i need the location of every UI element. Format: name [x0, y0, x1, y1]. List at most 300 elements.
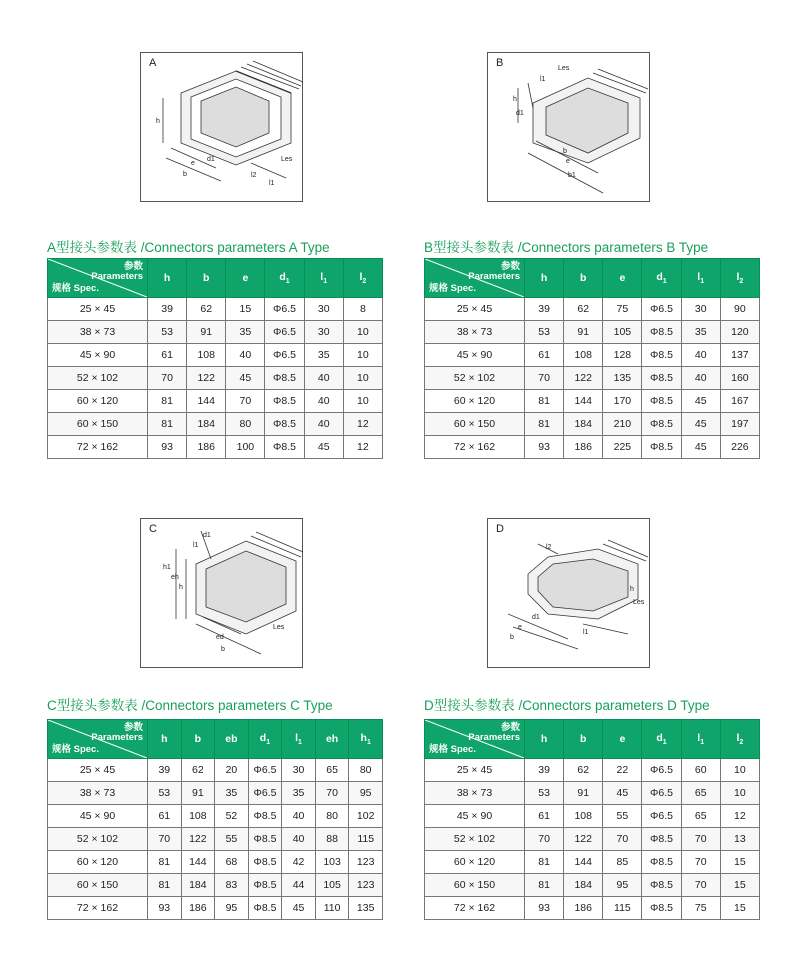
value-cell: 91: [181, 782, 215, 805]
table-row: [48, 782, 383, 805]
spec-cell: 72 × 162: [425, 436, 525, 459]
table-row: [425, 805, 760, 828]
value-cell: 44: [282, 874, 316, 897]
value-cell: 10: [720, 782, 759, 805]
value-cell: 40: [304, 413, 343, 436]
connector-a-drawing: [141, 53, 304, 203]
spec-cell: 38 × 73: [425, 782, 525, 805]
spec-cell: 52 × 102: [48, 367, 148, 390]
value-cell: 45: [681, 413, 720, 436]
connector-c-drawing: [141, 519, 304, 669]
value-cell: 55: [603, 805, 642, 828]
value-cell: 61: [525, 805, 564, 828]
table-row: [48, 436, 383, 459]
col-h: h: [525, 720, 564, 759]
value-cell: 81: [148, 874, 182, 897]
value-cell: Φ8.5: [248, 828, 282, 851]
table-row: [48, 897, 383, 920]
spec-cell: 60 × 120: [48, 851, 148, 874]
value-cell: 85: [603, 851, 642, 874]
connector-table-c: [47, 719, 383, 920]
table-row: [48, 321, 383, 344]
value-cell: 15: [720, 897, 759, 920]
value-cell: 61: [525, 344, 564, 367]
col-h: h: [148, 259, 187, 298]
svg-text:Les: Les: [281, 156, 293, 163]
value-cell: Φ8.5: [248, 805, 282, 828]
value-cell: 102: [349, 805, 383, 828]
value-cell: 40: [282, 805, 316, 828]
value-cell: 8: [343, 298, 382, 321]
value-cell: 100: [226, 436, 265, 459]
value-cell: 123: [349, 874, 383, 897]
col-h: h: [148, 720, 182, 759]
svg-text:e: e: [518, 624, 522, 631]
value-cell: 15: [226, 298, 265, 321]
col-l1: $l_1$: [681, 259, 720, 298]
value-cell: 105: [603, 321, 642, 344]
svg-text:l1: l1: [193, 542, 199, 549]
table-row: [48, 805, 383, 828]
value-cell: 105: [315, 874, 349, 897]
value-cell: 40: [304, 367, 343, 390]
value-cell: 10: [343, 367, 382, 390]
col-l1: $l_1$: [681, 720, 720, 759]
value-cell: 135: [349, 897, 383, 920]
value-cell: Φ6.5: [265, 298, 304, 321]
value-cell: Φ8.5: [642, 851, 681, 874]
spec-cell: 38 × 73: [48, 321, 148, 344]
value-cell: 65: [681, 782, 720, 805]
value-cell: 53: [148, 321, 187, 344]
col-e: e: [603, 259, 642, 298]
svg-text:b: b: [563, 148, 567, 155]
value-cell: 20: [215, 759, 249, 782]
svg-text:eh: eh: [171, 574, 179, 581]
header-corner: 参数 Parameters 规格 Spec.: [425, 720, 525, 759]
value-cell: 144: [187, 390, 226, 413]
spec-cell: 25 × 45: [425, 759, 525, 782]
table-header-row: [425, 259, 760, 298]
value-cell: 35: [215, 782, 249, 805]
col-d1: $d_1$: [642, 259, 681, 298]
svg-text:l1: l1: [540, 76, 546, 83]
value-cell: 144: [564, 851, 603, 874]
value-cell: 40: [681, 344, 720, 367]
value-cell: 93: [525, 897, 564, 920]
value-cell: 65: [315, 759, 349, 782]
value-cell: 226: [720, 436, 759, 459]
value-cell: 91: [187, 321, 226, 344]
value-cell: 81: [525, 851, 564, 874]
value-cell: 70: [681, 851, 720, 874]
value-cell: 122: [564, 828, 603, 851]
table-header-row: [48, 720, 383, 759]
svg-text:b1: b1: [568, 172, 576, 179]
value-cell: 35: [681, 321, 720, 344]
value-cell: 30: [681, 298, 720, 321]
svg-text:b: b: [510, 634, 514, 641]
value-cell: 60: [681, 759, 720, 782]
value-cell: Φ8.5: [642, 321, 681, 344]
value-cell: 184: [564, 874, 603, 897]
spec-cell: 60 × 120: [425, 851, 525, 874]
value-cell: 45: [681, 390, 720, 413]
connector-b-drawing: [488, 53, 651, 203]
value-cell: Φ8.5: [265, 436, 304, 459]
connector-d-drawing: [488, 519, 651, 669]
value-cell: Φ6.5: [248, 782, 282, 805]
value-cell: 39: [525, 298, 564, 321]
svg-text:l1: l1: [269, 180, 275, 187]
table-body: [425, 759, 760, 920]
connector-table-b: [424, 258, 760, 459]
value-cell: 70: [148, 367, 187, 390]
value-cell: 108: [181, 805, 215, 828]
col-h: h: [525, 259, 564, 298]
svg-text:d1: d1: [516, 110, 524, 117]
value-cell: 15: [720, 851, 759, 874]
figure-letter: D: [496, 523, 504, 535]
svg-text:Les: Les: [273, 624, 285, 631]
value-cell: Φ8.5: [642, 413, 681, 436]
value-cell: 30: [304, 298, 343, 321]
value-cell: 70: [525, 367, 564, 390]
value-cell: 184: [187, 413, 226, 436]
value-cell: 40: [304, 390, 343, 413]
col-h1: $h_1$: [349, 720, 383, 759]
svg-text:l1: l1: [583, 629, 589, 636]
value-cell: 90: [720, 298, 759, 321]
table-row: [425, 828, 760, 851]
value-cell: 70: [681, 874, 720, 897]
spec-cell: 72 × 162: [48, 436, 148, 459]
col-l1: $l_1$: [282, 720, 316, 759]
value-cell: 186: [187, 436, 226, 459]
col-b: b: [181, 720, 215, 759]
svg-text:e: e: [566, 158, 570, 165]
table-c-title: C型接头参数表 /Connectors parameters C Type: [47, 698, 333, 713]
col-eh: eh: [315, 720, 349, 759]
value-cell: 122: [564, 367, 603, 390]
value-cell: 81: [148, 851, 182, 874]
table-row: [425, 298, 760, 321]
value-cell: 13: [720, 828, 759, 851]
value-cell: 108: [564, 344, 603, 367]
value-cell: 167: [720, 390, 759, 413]
value-cell: 61: [148, 805, 182, 828]
value-cell: 88: [315, 828, 349, 851]
value-cell: 35: [304, 344, 343, 367]
value-cell: 42: [282, 851, 316, 874]
figure-letter: C: [149, 523, 157, 535]
svg-text:l2: l2: [546, 544, 552, 551]
svg-text:d1: d1: [532, 614, 540, 621]
value-cell: 39: [148, 759, 182, 782]
value-cell: 197: [720, 413, 759, 436]
value-cell: 110: [315, 897, 349, 920]
table-row: [425, 367, 760, 390]
col-l2: $l_2$: [343, 259, 382, 298]
value-cell: 22: [603, 759, 642, 782]
value-cell: 39: [148, 298, 187, 321]
svg-text:Les: Les: [558, 65, 570, 72]
value-cell: 93: [525, 436, 564, 459]
spec-cell: 60 × 150: [425, 874, 525, 897]
col-eb: eb: [215, 720, 249, 759]
table-row: [425, 321, 760, 344]
value-cell: 70: [148, 828, 182, 851]
svg-text:b: b: [221, 646, 225, 653]
table-body: [425, 298, 760, 459]
value-cell: 53: [148, 782, 182, 805]
value-cell: Φ6.5: [248, 759, 282, 782]
value-cell: 70: [525, 828, 564, 851]
col-d1: $d_1$: [265, 259, 304, 298]
value-cell: 61: [148, 344, 187, 367]
value-cell: Φ8.5: [642, 390, 681, 413]
table-row: [425, 413, 760, 436]
figure-a: [140, 52, 303, 202]
value-cell: 95: [349, 782, 383, 805]
spec-cell: 38 × 73: [48, 782, 148, 805]
col-l2: $l_2$: [720, 720, 759, 759]
value-cell: 225: [603, 436, 642, 459]
value-cell: Φ8.5: [642, 828, 681, 851]
table-row: [48, 851, 383, 874]
value-cell: 80: [226, 413, 265, 436]
value-cell: Φ6.5: [265, 344, 304, 367]
value-cell: 68: [215, 851, 249, 874]
value-cell: 120: [720, 321, 759, 344]
value-cell: 30: [282, 759, 316, 782]
value-cell: 103: [315, 851, 349, 874]
spec-cell: 60 × 150: [425, 413, 525, 436]
value-cell: 70: [681, 828, 720, 851]
value-cell: 55: [215, 828, 249, 851]
value-cell: 144: [564, 390, 603, 413]
spec-cell: 52 × 102: [425, 367, 525, 390]
value-cell: 45: [681, 436, 720, 459]
table-row: [48, 874, 383, 897]
spec-cell: 45 × 90: [425, 344, 525, 367]
value-cell: 123: [349, 851, 383, 874]
figure-letter: A: [149, 57, 157, 69]
table-row: [48, 413, 383, 436]
value-cell: 83: [215, 874, 249, 897]
value-cell: 93: [148, 436, 187, 459]
table-row: [425, 874, 760, 897]
figure-d: [487, 518, 650, 668]
svg-text:e: e: [191, 160, 195, 167]
value-cell: 184: [564, 413, 603, 436]
table-row: [425, 436, 760, 459]
value-cell: 15: [720, 874, 759, 897]
value-cell: 45: [304, 436, 343, 459]
col-d1: $d_1$: [642, 720, 681, 759]
table-row: [48, 367, 383, 390]
value-cell: 10: [720, 759, 759, 782]
value-cell: 45: [226, 367, 265, 390]
table-body: [48, 759, 383, 920]
table-row: [425, 851, 760, 874]
value-cell: 53: [525, 782, 564, 805]
value-cell: 81: [525, 874, 564, 897]
value-cell: Φ8.5: [265, 367, 304, 390]
value-cell: 62: [187, 298, 226, 321]
figure-c: [140, 518, 303, 668]
value-cell: 135: [603, 367, 642, 390]
spec-cell: 45 × 90: [48, 805, 148, 828]
value-cell: 10: [343, 344, 382, 367]
spec-cell: 52 × 102: [48, 828, 148, 851]
svg-text:h: h: [156, 118, 160, 125]
figure-letter: B: [496, 57, 504, 69]
value-cell: 170: [603, 390, 642, 413]
svg-text:ed: ed: [216, 634, 224, 641]
value-cell: 115: [603, 897, 642, 920]
table-row: [425, 759, 760, 782]
value-cell: 30: [304, 321, 343, 344]
value-cell: 12: [343, 413, 382, 436]
value-cell: 91: [564, 782, 603, 805]
value-cell: 39: [525, 759, 564, 782]
value-cell: 91: [564, 321, 603, 344]
value-cell: 128: [603, 344, 642, 367]
svg-text:h: h: [630, 586, 634, 593]
svg-text:d1: d1: [207, 156, 215, 163]
value-cell: 108: [564, 805, 603, 828]
spec-cell: 25 × 45: [425, 298, 525, 321]
value-cell: 144: [181, 851, 215, 874]
value-cell: Φ6.5: [642, 759, 681, 782]
value-cell: 75: [681, 897, 720, 920]
table-row: [425, 782, 760, 805]
col-l2: $l_2$: [720, 259, 759, 298]
value-cell: 52: [215, 805, 249, 828]
value-cell: Φ8.5: [642, 367, 681, 390]
value-cell: 10: [343, 390, 382, 413]
header-corner: 参数 Parameters 规格 Spec.: [48, 720, 148, 759]
svg-text:Les: Les: [633, 599, 645, 606]
value-cell: 115: [349, 828, 383, 851]
table-a-title: A型接头参数表 /Connectors parameters A Type: [47, 240, 330, 255]
value-cell: Φ8.5: [248, 874, 282, 897]
table-d-title: D型接头参数表 /Connectors parameters D Type: [424, 698, 710, 713]
value-cell: 160: [720, 367, 759, 390]
table-row: [48, 828, 383, 851]
value-cell: 12: [720, 805, 759, 828]
value-cell: 122: [187, 367, 226, 390]
spec-cell: 60 × 120: [48, 390, 148, 413]
value-cell: 35: [226, 321, 265, 344]
value-cell: Φ8.5: [642, 436, 681, 459]
header-corner: 参数 Parameters 规格 Spec.: [425, 259, 525, 298]
svg-text:h1: h1: [163, 564, 171, 571]
col-b: b: [564, 720, 603, 759]
col-b: b: [564, 259, 603, 298]
value-cell: Φ8.5: [265, 413, 304, 436]
value-cell: 62: [564, 298, 603, 321]
value-cell: 80: [349, 759, 383, 782]
value-cell: 10: [343, 321, 382, 344]
spec-cell: 72 × 162: [425, 897, 525, 920]
value-cell: 186: [564, 436, 603, 459]
value-cell: 184: [181, 874, 215, 897]
table-body: [48, 298, 383, 459]
spec-cell: 60 × 150: [48, 874, 148, 897]
table-row: [48, 759, 383, 782]
value-cell: 53: [525, 321, 564, 344]
value-cell: 186: [181, 897, 215, 920]
value-cell: 45: [282, 897, 316, 920]
svg-text:l2: l2: [251, 172, 257, 179]
connector-table-d: [424, 719, 760, 920]
col-e: e: [603, 720, 642, 759]
value-cell: 45: [603, 782, 642, 805]
svg-text:h: h: [513, 96, 517, 103]
table-b-title: B型接头参数表 /Connectors parameters B Type: [424, 240, 709, 255]
table-row: [48, 344, 383, 367]
table-row: [425, 897, 760, 920]
value-cell: 40: [282, 828, 316, 851]
col-d1: $d_1$: [248, 720, 282, 759]
value-cell: 80: [315, 805, 349, 828]
table-row: [48, 298, 383, 321]
value-cell: Φ6.5: [642, 805, 681, 828]
value-cell: Φ8.5: [642, 897, 681, 920]
col-e: e: [226, 259, 265, 298]
value-cell: 122: [181, 828, 215, 851]
spec-cell: 60 × 120: [425, 390, 525, 413]
value-cell: 95: [215, 897, 249, 920]
value-cell: Φ8.5: [642, 344, 681, 367]
svg-text:b: b: [183, 171, 187, 178]
spec-cell: 38 × 73: [425, 321, 525, 344]
spec-cell: 25 × 45: [48, 298, 148, 321]
spec-cell: 45 × 90: [48, 344, 148, 367]
svg-text:d1: d1: [203, 532, 211, 539]
value-cell: 81: [148, 413, 187, 436]
spec-cell: 72 × 162: [48, 897, 148, 920]
connector-table-a: [47, 258, 383, 459]
svg-text:h: h: [179, 584, 183, 591]
value-cell: 70: [226, 390, 265, 413]
value-cell: 137: [720, 344, 759, 367]
value-cell: Φ6.5: [642, 782, 681, 805]
value-cell: 40: [681, 367, 720, 390]
spec-cell: 60 × 150: [48, 413, 148, 436]
value-cell: 93: [148, 897, 182, 920]
value-cell: 108: [187, 344, 226, 367]
value-cell: 186: [564, 897, 603, 920]
table-header-row: [425, 720, 760, 759]
table-row: [425, 344, 760, 367]
table-row: [425, 390, 760, 413]
value-cell: 81: [525, 390, 564, 413]
value-cell: 62: [181, 759, 215, 782]
value-cell: Φ8.5: [642, 874, 681, 897]
spec-cell: 25 × 45: [48, 759, 148, 782]
col-b: b: [187, 259, 226, 298]
value-cell: 95: [603, 874, 642, 897]
value-cell: Φ8.5: [265, 390, 304, 413]
table-row: [48, 390, 383, 413]
value-cell: 62: [564, 759, 603, 782]
col-l1: $l_1$: [304, 259, 343, 298]
value-cell: Φ6.5: [265, 321, 304, 344]
value-cell: Φ8.5: [248, 851, 282, 874]
